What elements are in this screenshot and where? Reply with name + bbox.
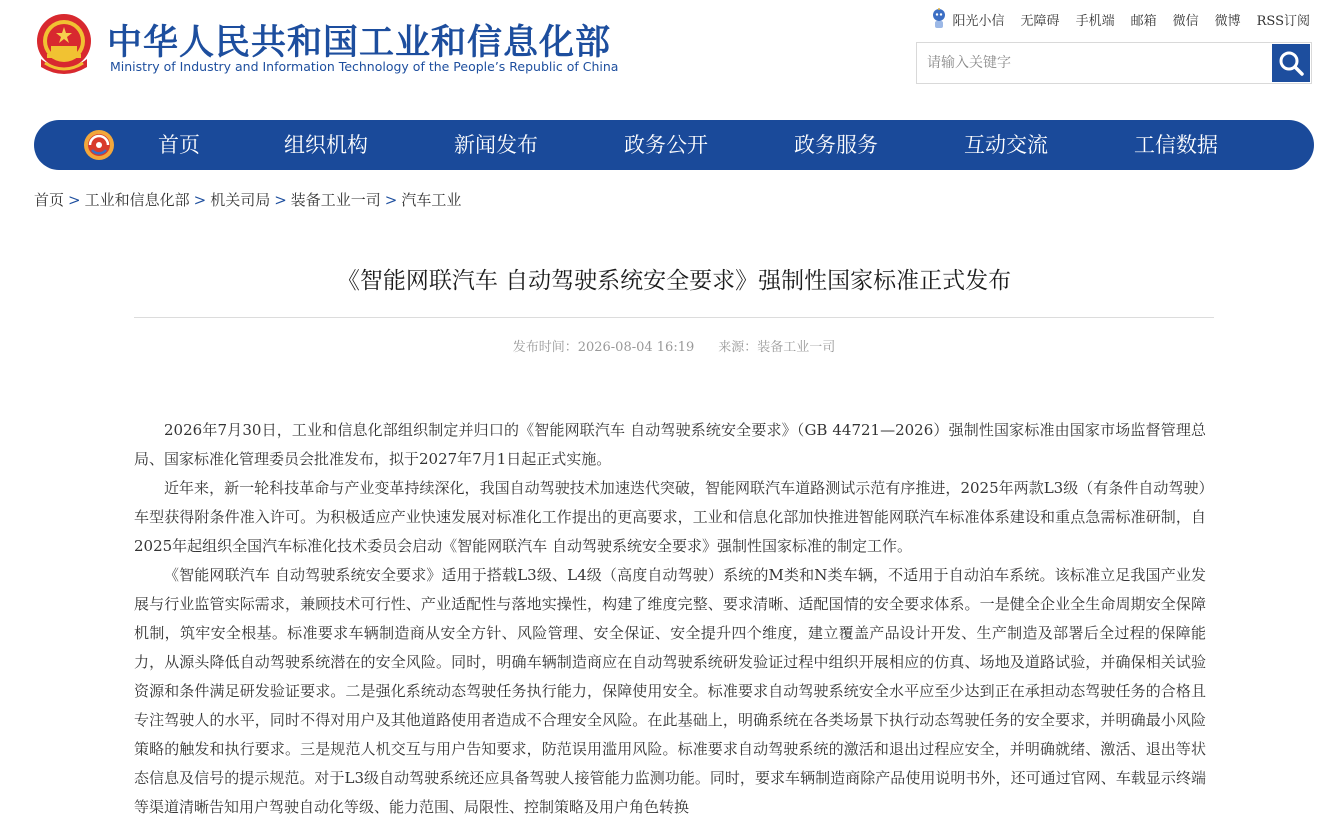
top-link-sunshine[interactable] — [931, 8, 1005, 30]
ministry-name-cn: 中华人民共和国工业和信息化部 — [107, 23, 612, 63]
search-input[interactable] — [917, 43, 1271, 83]
top-link-weibo[interactable]: 微博 — [1214, 13, 1241, 29]
nav-item-interaction[interactable]: 互动交流 — [964, 133, 1048, 157]
breadcrumb-separator: > — [193, 191, 207, 209]
title-divider — [134, 317, 1214, 318]
nav-item-gov-services[interactable]: 政务服务 — [794, 133, 878, 157]
main-nav — [34, 120, 1314, 170]
breadcrumb-home[interactable]: 首页 — [34, 191, 65, 209]
ministry-name-en: Ministry of Industry and Information Technology of the People’s Republic of China — [110, 59, 619, 74]
publish-time: 发布时间：2026-08-04 16:19 — [512, 340, 695, 355]
top-link-mobile[interactable]: 手机端 — [1075, 13, 1115, 29]
breadcrumb-separator: > — [68, 191, 81, 209]
article-paragraph: 2026年7月30日，工业和信息化部组织制定并归口的《智能网联汽车 自动驾驶系统安全要求》（GB 44721—2026）强制性国家标准由国家市场监督管理总局、国家标准化管理委员会批准发布，拟于2027年7月1日起正式实施。 — [134, 421, 1206, 468]
article-paragraph: 《智能网联汽车 自动驾驶系统安全要求》适用于搭载L3级、L4级（高度自动驾驶）系统的M类和N类车辆，不适用于自动泊车系统。该标准立足我国产业发展与行业监管实际需求，兼顾技术可行性、产业适配性与落地实操性，构建了维度完整、要求清晰、适配国情的安全要求体系。一是健全企业全生命周期安全保障机制，筑牢安全根基。标准要求车辆制造商从安全方针、风险管理、安全保证、安全提升四个维度，建立覆盖产品设计开发、生产制造及部署后全过程的保障能力，从源头降低自动驾驶系统潜在的安全风险。同时，明确车辆制造商应在自动驾驶系统研发验证过程中组织开展相应的仿真、场地及道路试验，并确保相关试验资源和条件满足研发验证要求。二是强化系统动态驾驶任务执行能力，保障使用安全。标准要求自动驾驶系统安全水平应至少达到正在承担动态驾驶任务的合格且专注驾驶人的水平，同时不得对用户及其他道路使用者造成不合理安全风险。在此基础上，明确系统在各类场景下执行动态驾驶任务的安全要求，并明确最小风险策略的触发和执行要求。三是规范人机交互与用户告知要求，防范误用滥用风险。标准要求自动驾驶系统的激活和退出过程应安全，并明确就绪、激活、退出等状态信息及信号的提示规范。对于L3级自动驾驶系统还应具备驾驶人接管能力监测功能。同时，要求车辆制造商除产品使用说明书外，还可通过官网、车载显示终端等渠道清晰告知用户驾驶自动化等级、能力范围、局限性、控制策略及用户角色转换 — [134, 566, 1206, 816]
top-link-wechat[interactable]: 微信 — [1172, 13, 1199, 29]
breadcrumb-separator: > — [384, 191, 398, 209]
nav-item-gov-info[interactable]: 政务公开 — [624, 133, 708, 157]
top-links — [915, 8, 1310, 30]
article-paragraph: 近年来，新一轮科技革命与产业变革持续深化，我国自动驾驶技术加速迭代突破，智能网联汽车道路测试示范有序推进，2025年两款L3级（有条件自动驾驶）车型获得附条件准入许可。为积极适应产业快速发展对标准化工作提出的更高要求，工业和信息化部加快推进智能网联汽车标准体系建设和重点急需标准研制，自2025年起组织全国汽车标准化技术委员会启动《智能网联汽车 自动驾驶系统安全要求》强制性国家标准的制定工作。 — [134, 479, 1206, 555]
nav-item-organization[interactable]: 组织机构 — [284, 133, 368, 157]
search-icon — [1278, 50, 1304, 76]
robot-assistant-icon — [931, 8, 947, 30]
nav-emblem-icon — [82, 128, 116, 162]
breadcrumb-departments[interactable]: 机关司局 — [210, 191, 271, 209]
article-meta — [134, 336, 1214, 355]
top-link-accessibility[interactable]: 无障碍 — [1020, 13, 1060, 29]
breadcrumb — [34, 189, 461, 210]
article-source: 来源：装备工业一司 — [718, 340, 836, 355]
site-header — [0, 0, 1328, 110]
breadcrumb-separator: > — [274, 191, 287, 209]
breadcrumb-equipment-dept[interactable]: 装备工业一司 — [290, 191, 381, 209]
top-link-rss[interactable]: RSS订阅 — [1256, 13, 1310, 29]
breadcrumb-ministry[interactable]: 工业和信息化部 — [84, 191, 190, 209]
nav-item-news[interactable]: 新闻发布 — [454, 133, 538, 157]
breadcrumb-auto-industry[interactable]: 汽车工业 — [401, 191, 462, 209]
top-link-mail[interactable]: 邮箱 — [1130, 13, 1157, 29]
article-body — [134, 416, 1206, 822]
search-box — [916, 42, 1312, 84]
ministry-logo[interactable] — [33, 13, 653, 81]
search-button[interactable] — [1272, 44, 1310, 82]
article-title: 《智能网联汽车 自动驾驶系统安全要求》强制性国家标准正式发布 — [336, 268, 1012, 294]
national-emblem-icon — [33, 13, 95, 79]
top-link-label: 阳光小信 — [952, 13, 1005, 29]
nav-item-data[interactable]: 工信数据 — [1134, 133, 1218, 157]
nav-item-home[interactable]: 首页 — [158, 133, 200, 157]
